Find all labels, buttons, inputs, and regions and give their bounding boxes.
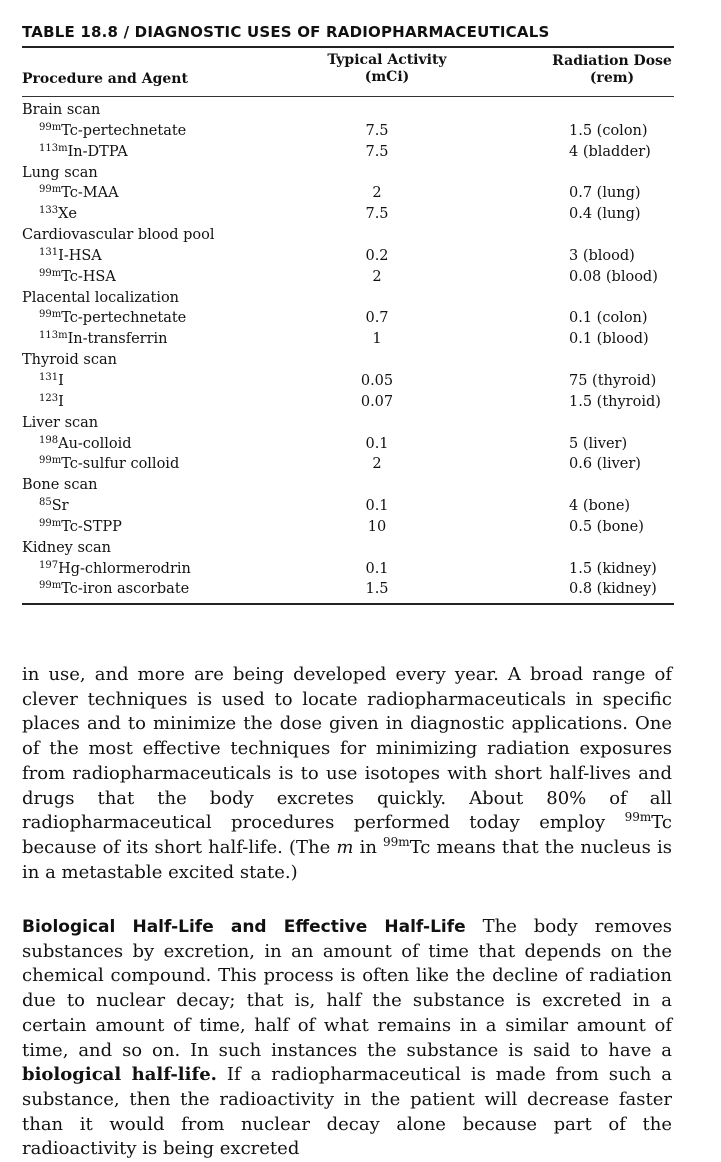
radiation-dose: 1.5 (colon)	[569, 122, 648, 139]
table-title: TABLE 18.8 / DIAGNOSTIC USES OF RADIOPHARMACEUTICALS	[22, 23, 550, 41]
typical-activity: 10	[367, 518, 387, 535]
radiation-dose: 5 (liver)	[569, 435, 628, 452]
agent-name	[39, 267, 116, 288]
agent-compound: Sr	[51, 498, 69, 515]
agent-row	[22, 559, 674, 580]
isotope-mass-number: 123	[39, 392, 59, 404]
procedure-row	[22, 100, 674, 121]
agent-name	[39, 559, 191, 580]
radiation-dose: 3 (blood)	[569, 247, 635, 264]
agent-row	[22, 517, 674, 538]
isotope-mass-number: 131	[39, 246, 59, 258]
procedure-name: Cardiovascular blood pool	[22, 227, 215, 244]
procedure-name: Thyroid scan	[22, 352, 117, 369]
agent-compound: Tc-HSA	[61, 268, 116, 285]
typical-activity: 1	[372, 331, 382, 348]
isotope-mass-number: 113m	[39, 142, 68, 154]
procedure-row	[22, 475, 674, 496]
typical-activity: 0.05	[360, 372, 394, 389]
radiation-dose: 0.6 (liver)	[569, 456, 641, 473]
radiation-dose: 0.5 (bone)	[569, 518, 644, 535]
procedure-name: Lung scan	[22, 164, 98, 181]
procedure-row	[22, 288, 674, 309]
typical-activity: 0.1	[365, 435, 389, 452]
table-bottom-rule	[22, 603, 674, 605]
agent-row	[22, 308, 674, 329]
agent-name	[39, 371, 64, 392]
radiation-dose: 0.08 (blood)	[569, 268, 658, 285]
agent-row	[22, 496, 674, 517]
agent-name	[39, 183, 119, 204]
agent-name	[39, 579, 189, 600]
paragraph-biological-half-life	[22, 915, 672, 1162]
agent-row	[22, 454, 674, 475]
agent-name	[39, 121, 186, 142]
agent-row	[22, 204, 674, 225]
radiation-dose: 1.5 (thyroid)	[569, 393, 661, 410]
para2-text-a: The body removes substances by excretion, in an amount of time that depends on the chemical compound. This process is often like the decline of radiation due to nuclear decay; that is, half the substance is excreted in a certain amount of time, half of what remains in a similar amount of time, and so on. In such instances the substance is said to have a	[22, 916, 672, 1061]
procedure-name: Kidney scan	[22, 539, 112, 556]
typical-activity: 0.7	[365, 310, 389, 327]
typical-activity: 0.1	[365, 498, 389, 515]
agent-compound: I	[58, 393, 64, 410]
typical-activity: 1.5	[365, 581, 389, 598]
para1-text-d: Tc means that the nucleus is in a metastable excited state.)	[22, 836, 672, 883]
isotope-mass-number: 197	[39, 559, 59, 571]
agent-compound: In-DTPA	[67, 143, 128, 160]
isotope-mass-number: 99m	[39, 267, 62, 279]
agent-name	[39, 204, 77, 225]
agent-compound: In-transferrin	[67, 331, 168, 348]
agent-row	[22, 121, 674, 142]
typical-activity: 0.07	[360, 393, 394, 410]
radiopharmaceuticals-table	[22, 18, 674, 605]
typical-activity: 2	[372, 456, 382, 473]
agent-name	[39, 142, 128, 163]
agent-row	[22, 183, 674, 204]
agent-compound: Tc-sulfur colloid	[61, 456, 180, 473]
agent-name	[39, 392, 64, 413]
header-procedure: Procedure and Agent	[22, 71, 188, 87]
radiation-dose: 75 (thyroid)	[569, 372, 657, 389]
agent-compound: Au-colloid	[58, 435, 132, 452]
isotope-mass-number: 99m	[39, 184, 62, 196]
agent-compound: I	[58, 372, 64, 389]
header-activity-label: Typical Activity	[327, 52, 447, 68]
header-activity	[277, 52, 497, 86]
agent-name	[39, 329, 168, 350]
radiation-dose: 4 (bone)	[569, 498, 631, 515]
para1-italic-m: m	[336, 836, 354, 858]
agent-row	[22, 434, 674, 455]
procedure-name: Bone scan	[22, 477, 98, 494]
typical-activity: 2	[372, 185, 382, 202]
isotope-mass-number: 131	[39, 371, 59, 383]
para1-text-a: in use, and more are being developed every year. A broad range of clever techniques is used to locate radiopharmaceuticals in specific places and to minimize the dose given in diagnostic applications. One of the most effective techniques for minimizing radiation exposures from radiopharmaceuticals is to use isotopes with short half-lives and drugs that the body excretes quickly. About 80% of all radiopharmaceutical procedures performed today employ	[22, 664, 672, 834]
procedure-name: Liver scan	[22, 414, 99, 431]
agent-row	[22, 371, 674, 392]
isotope-mass-number: 99m	[39, 580, 62, 592]
section-heading: Biological Half-Life and Effective Half-Life	[22, 917, 466, 937]
table-header	[22, 48, 674, 96]
isotope-mass-number: 99m	[39, 455, 62, 467]
isotope-mass-number: 113m	[39, 330, 68, 342]
para1-isotope-sup-2: 99m	[383, 834, 410, 849]
procedure-row	[22, 413, 674, 434]
procedure-row	[22, 538, 674, 559]
agent-compound: Tc-pertechnetate	[61, 310, 187, 327]
isotope-mass-number: 99m	[39, 517, 62, 529]
agent-compound: Tc-STPP	[61, 518, 122, 535]
agent-compound: Tc-iron ascorbate	[61, 581, 190, 598]
table-body	[22, 97, 674, 603]
radiation-dose: 1.5 (kidney)	[569, 560, 657, 577]
isotope-mass-number: 85	[39, 497, 52, 509]
typical-activity: 7.5	[365, 122, 389, 139]
isotope-mass-number: 99m	[39, 121, 62, 133]
procedure-row	[22, 225, 674, 246]
agent-compound: Hg-chlormerodrin	[58, 560, 191, 577]
typical-activity: 0.2	[365, 247, 389, 264]
typical-activity: 2	[372, 268, 382, 285]
procedure-name: Placental localization	[22, 289, 180, 306]
procedure-row	[22, 163, 674, 184]
radiation-dose: 0.8 (kidney)	[569, 581, 657, 598]
typical-activity: 7.5	[365, 143, 389, 160]
agent-row	[22, 329, 674, 350]
radiation-dose: 4 (bladder)	[569, 143, 651, 160]
agent-name	[39, 517, 122, 538]
agent-row	[22, 579, 674, 600]
agent-compound: Tc-pertechnetate	[61, 122, 187, 139]
header-activity-unit: (mCi)	[364, 69, 410, 85]
radiation-dose: 0.1 (blood)	[569, 331, 649, 348]
paragraph-techniques	[22, 663, 672, 885]
agent-name	[39, 496, 69, 517]
typical-activity: 0.1	[365, 560, 389, 577]
radiation-dose: 0.4 (lung)	[569, 206, 641, 223]
header-dose	[542, 53, 682, 87]
agent-compound: Tc-MAA	[61, 185, 119, 202]
agent-compound: I-HSA	[58, 247, 102, 264]
isotope-mass-number: 133	[39, 205, 59, 217]
para1-isotope-sup-1: 99m	[624, 810, 652, 825]
radiation-dose: 0.1 (colon)	[569, 310, 648, 327]
agent-name	[39, 246, 102, 267]
para1-text-b: Tc because of its short half-life. (The	[22, 812, 672, 858]
agent-row	[22, 392, 674, 413]
agent-row	[22, 142, 674, 163]
para2-bold-term: biological half-life.	[22, 1064, 217, 1086]
isotope-mass-number: 198	[39, 434, 59, 446]
typical-activity: 7.5	[365, 206, 389, 223]
agent-row	[22, 267, 674, 288]
radiation-dose: 0.7 (lung)	[569, 185, 641, 202]
isotope-mass-number: 99m	[39, 309, 62, 321]
para1-text-c: in	[353, 836, 384, 858]
header-dose-label: Radiation Dose	[552, 53, 672, 69]
header-dose-unit: (rem)	[589, 70, 635, 86]
agent-compound: Xe	[58, 206, 77, 223]
agent-name	[39, 454, 179, 475]
agent-name	[39, 308, 186, 329]
para2-text-b: If a radiopharmaceutical is made from such a substance, then the radioactivity in the patient will decrease faster than it would from nuclear decay alone because part of the radioactivity is being excreted	[22, 1064, 672, 1160]
procedure-name: Brain scan	[22, 102, 101, 118]
procedure-row	[22, 350, 674, 371]
agent-row	[22, 246, 674, 267]
agent-name	[39, 434, 132, 455]
